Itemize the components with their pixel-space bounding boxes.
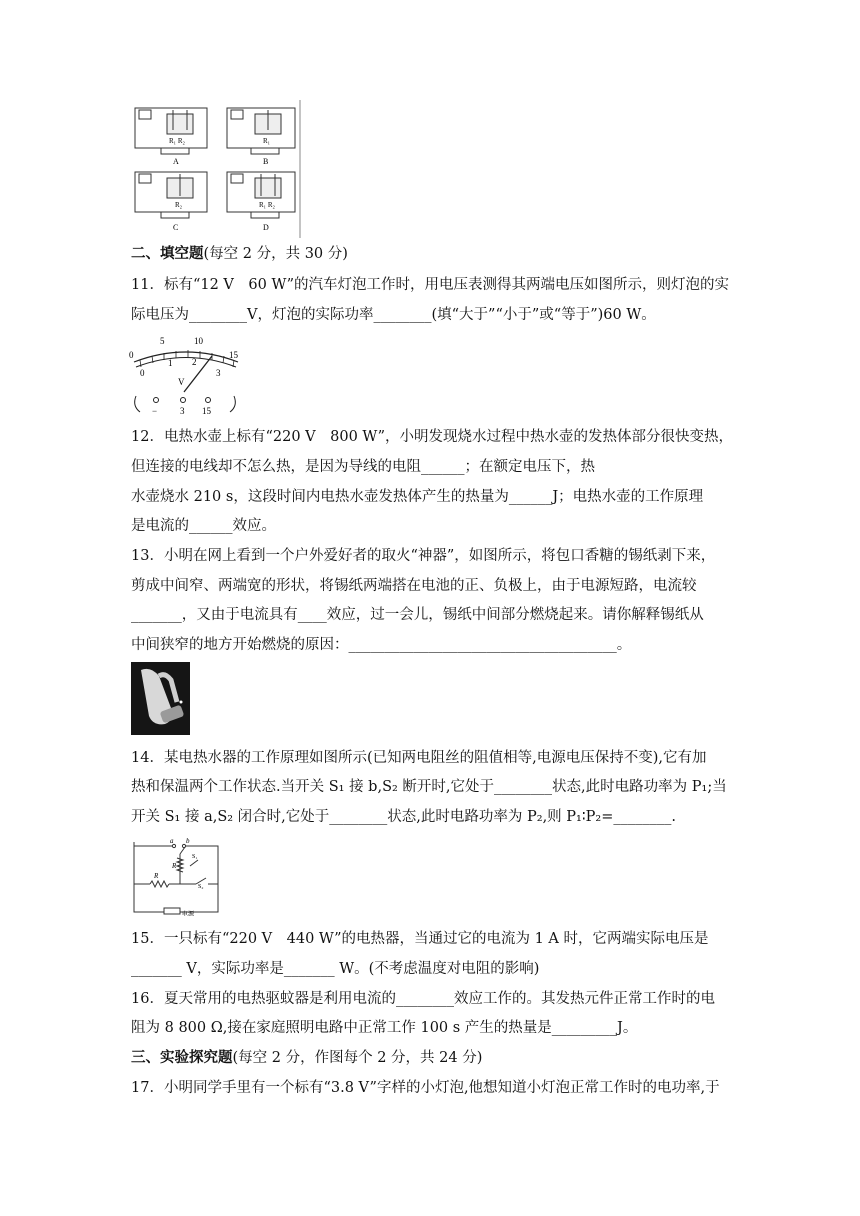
- q14-line3: 开关 S₁ 接 a,S₂ 闭合时,它处于________状态,此时电路功率为 P₂,则 P₁∶P₂=________.: [131, 809, 676, 825]
- section2-title: 二、填空题: [131, 245, 204, 262]
- section2-heading: [131, 244, 348, 264]
- section3-title: 三、实验探究题: [131, 1049, 233, 1066]
- vm-bot-3: 3: [216, 368, 221, 378]
- q13-line2: 剪成中间窄、两端宽的形状，将锡纸两端搭在电池的正、负极上，由于电源短路，电流较: [131, 578, 697, 594]
- label-d: D: [263, 223, 269, 232]
- heater-circuit-figure: [130, 836, 225, 916]
- q12-line1: 12．电热水壶上标有“220 V 800 W”，小明发现烧水过程中热水壶的发热体部分很快变热，: [131, 429, 733, 445]
- vm-top-15: 15: [229, 350, 238, 360]
- label-s1: S₁: [192, 854, 198, 860]
- label-b-terminal: b: [186, 837, 190, 845]
- q11-line2: 际电压为________V，灯泡的实际功率________(填“大于”“小于”或“等于”)60 W。: [131, 307, 656, 323]
- vm-top-10: 10: [194, 336, 203, 346]
- label-c: C: [173, 223, 179, 232]
- vm-bot-0: 0: [140, 368, 145, 378]
- q16-line1: 16．夏天常用的电热驱蚊器是利用电流的________效应工作的。其发热元件正常工作时的电: [131, 991, 715, 1007]
- label-r: R: [172, 862, 177, 870]
- label-r2: R₂: [175, 201, 183, 209]
- q11-line1: 11．标有“12 V 60 W”的汽车灯泡工作时，用电压表测得其两端电压如图所示，则灯泡的实: [131, 277, 730, 293]
- q14-line1: 14．某电热水器的工作原理如图所示(已知两电阻丝的阻值相等,电源电压保持不变),它有加: [131, 750, 707, 766]
- q14-line2: 热和保温两个工作状态.当开关 S₁ 接 b,S₂ 断开时,它处于________状态,此时电路功率为 P₁;当: [131, 779, 727, 795]
- vm-term-neg: −: [152, 406, 158, 416]
- foil-battery-photo: [131, 662, 190, 735]
- label-a-terminal: a: [170, 837, 174, 845]
- q16-line2: 阻为 8 800 Ω,接在家庭照明电路中正常工作 100 s 产生的热量是_________J。: [131, 1020, 638, 1036]
- label-s2: S₂: [198, 884, 204, 890]
- section2-note: (每空 2 分，共 30 分): [203, 246, 348, 262]
- q13-line3: _______，又由于电流具有____效应，过一会儿，锡纸中间部分燃烧起来。请你解释锡纸从: [131, 607, 704, 623]
- vm-term-3: 3: [180, 406, 185, 416]
- vm-term-15: 15: [202, 406, 211, 416]
- label-r1: R₁: [263, 137, 271, 145]
- circuit-a: [135, 108, 207, 166]
- vm-top-5: 5: [160, 336, 165, 346]
- q12-line4: 是电流的______效应。: [131, 518, 276, 534]
- voltmeter-figure: [126, 334, 248, 416]
- label-r-left: R: [154, 872, 159, 880]
- q12-line2: 但连接的电线却不怎么热，是因为导线的电阻______；在额定电压下，热: [131, 459, 595, 475]
- label-a: A: [173, 157, 179, 166]
- section3-heading: [131, 1048, 482, 1068]
- circuit-diagrams-figure: [131, 100, 301, 238]
- label-r1r2: R₁ R₂: [169, 137, 185, 145]
- circuit-b: [227, 108, 295, 166]
- section3-note: (每空 2 分，作图每个 2 分，共 24 分): [232, 1050, 483, 1066]
- label-r1r2-d: R₁ R₂: [259, 201, 275, 209]
- vm-bot-2: 2: [192, 357, 197, 367]
- voltmeter-needle: [184, 356, 212, 392]
- q17-line1: 17．小明同学手里有一个标有“3.8 V”字样的小灯泡,他想知道小灯泡正常工作时的电功率,于: [131, 1080, 720, 1096]
- vm-top-0: 0: [129, 350, 134, 360]
- q12-line3: 水壶烧水 210 s，这段时间内电热水壶发热体产生的热量为______J；电热水壶的工作原理: [131, 489, 704, 505]
- vm-unit: V: [178, 377, 185, 387]
- label-b: B: [263, 157, 269, 166]
- label-power: 电源: [182, 912, 195, 916]
- q13-line4: 中间狭窄的地方开始燃烧的原因：_____________________________________。: [131, 637, 632, 653]
- circuit-c: [135, 172, 207, 232]
- circuit-d: [227, 172, 295, 232]
- q13-line1: 13．小明在网上看到一个户外爱好者的取火“神器”，如图所示，将包口香糖的锡纸剥下来，: [131, 548, 716, 564]
- vm-bot-1: 1: [168, 358, 173, 368]
- q15-line1: 15．一只标有“220 V 440 W”的电热器，当通过它的电流为 1 A 时，它两端实际电压是: [131, 931, 709, 947]
- q15-line2: _______ V，实际功率是_______ W。(不考虑温度对电阻的影响): [131, 961, 540, 977]
